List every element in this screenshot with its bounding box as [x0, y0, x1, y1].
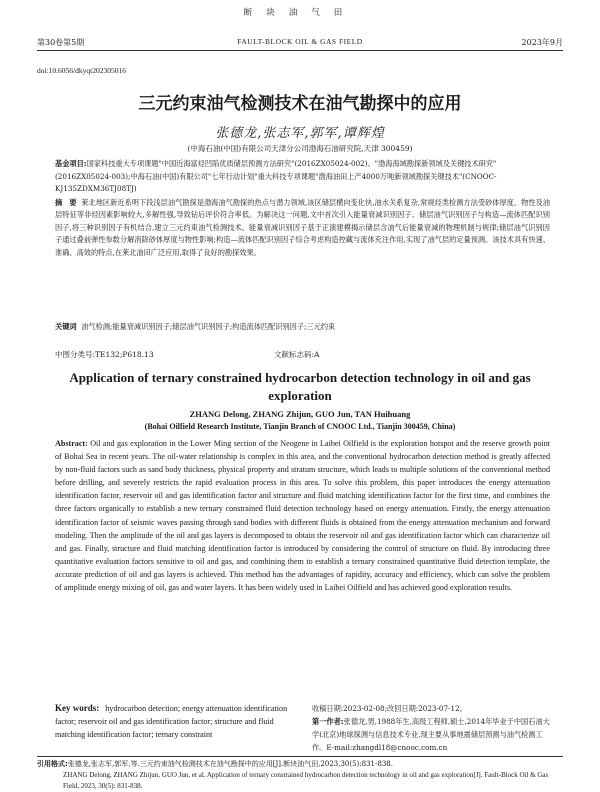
citation-label: 引用格式:	[37, 760, 68, 768]
journal-name-en: FAULT-BLOCK OIL & GAS FIELD	[237, 37, 363, 46]
affiliation-cn: (中海石油(中国)有限公司天津分公司渤海石油研究院,天津 300459)	[187, 144, 413, 153]
keywords-en-text: hydrocarbon detection; energy attenuation identification factor; reservoir oil and gas identification factor; structure and fluid matching identification factor; ternary constraint	[55, 704, 288, 740]
author-bio-label: 第一作者:	[312, 717, 344, 726]
funding-label: 基金项目:	[55, 159, 87, 168]
received-dates: 收稿日期:2023-02-08;改回日期:2023-07-12。	[312, 704, 467, 713]
header-divider	[37, 50, 563, 51]
abstract-cn	[55, 197, 550, 259]
footer-divider	[37, 756, 563, 757]
keywords-cn-text: 油气检测;能量衰减识别因子;储层油气识别因子;构造流体匹配识别因子;三元约束	[81, 322, 336, 331]
classification-code: 中图分类号:TE132;P618.13	[55, 350, 154, 359]
author-bio	[312, 715, 555, 754]
abstract-en-text: Oil and gas exploration in the Lower Ming section of the Neogene in Laibei Oilfield is the exploration hotspot and the reserve growth point of Bohai Sea in recent years. The oil-water relationship is complex in this area, and the conventional hydrocarbon detection method is greatly affected by non-fluid factors such as sand body thickness, physical property and stratum structure, which leads to multiple solutions of the conventional method before drilling, and severely restricts the rapid evaluation process in this area. To solve this problem, this paper introduces the energy attenuation identification factor, reservoir oil and gas identification factor and structure and fluid matching identification factor for the first time, and combines the three factors organically to establish a new ternary constrained fluid detection technology based on energy attenuation. Firstly, the energy attenuation identification factor of seismic waves passing through sand bodies with different fluids is obtained from the energy attenuation mechanism and forward modeling. Then the amplitude of the oil and gas layers is decomposed to obtain the reservoir oil and gas identification factor which can characterize oil and gas. Finally, structure and fluid matching identification factor is introduced by considering the control of structure on fluid. By introducing three quantitative evaluation factors sensitive to oil and gas, and combining them to establish a ternary constrained quantitative fluid detection template, the accurate prediction of oil and gas layers is achieved. This method has the advantages of rapidity, accuracy and efficiency, which can solve the problem of amplitude energy mixing of oil, gas and water layers. It has been widely used in Laibei Oilfield and has achieved good exploration results.	[55, 439, 551, 593]
funding-text: 国家科技重大专项课题"中国近海富烃凹陷优质储层预测方法研究"(2016ZX05024-002)、"渤海海域勘探新领域及关键技术研究"(2016ZX05024-003);中海石油(中国)有限公司"七年行动计划"重大科技专项课题"渤海油田上产4000万吨新领域勘探关键技术"(CNOOC-KJ135ZDXM36TJ08TJ)	[55, 159, 497, 193]
received-info	[312, 702, 555, 754]
keywords-en	[55, 702, 290, 741]
title-en: Application of ternary constrained hydrocarbon detection technology in oil and gas exploration	[69, 370, 531, 403]
abstract-en	[55, 437, 550, 594]
citation-en: ZHANG Delong, ZHANG Zhijun, GUO Jun, et al. Application of ternary constrained hydrocarbon detection technology in oil and gas exploration[J]. Fault-Block Oil & Gas Field, 2023, 30(5): 831-838.	[63, 771, 549, 790]
citation	[37, 759, 563, 792]
title-cn: 三元约束油气检测技术在油气勘探中的应用	[138, 94, 462, 114]
keywords-cn	[55, 322, 550, 332]
keywords-cn-label: 关键词	[55, 322, 77, 331]
citation-cn: 张德龙,张志军,郭军,等.三元约束油气检测技术在油气勘探中的应用[J].断块油气田,2023,30(5):831-838.	[67, 760, 393, 768]
journal-name-cn: 断块油气田	[243, 8, 357, 18]
document-code: 文献标志码:A	[274, 350, 320, 359]
funding	[55, 158, 550, 196]
affiliation-en: (Bohai Oilfield Research Institute, Tianjin Branch of CNOOC Ltd., Tianjin 300459, China)	[144, 422, 456, 431]
authors-cn: 张德龙,张志军,郭军,谭辉煌	[215, 126, 385, 141]
issue-date: 2023年9月	[521, 38, 563, 47]
keywords-en-label: Key words:	[55, 703, 100, 713]
doi[interactable]: doi:10.6056/dkyqt202305016	[37, 66, 126, 75]
abstract-cn-text: 莱北地区新近系明下段浅层油气勘探是渤海油气勘探的热点与潜力领域,该区储层横向变化快,油水关系复杂,常规烃类检测方法受砂体厚度、物性及油层特征等非烃因素影响较大,多解性强,导致钻后评价符合率低。为解决这一问题,文中首次引入能量衰减识别因子、储层油气识别因子与构造—流体匹配识别因子,将三种识别因子有机结合,建立三元约束油气检测技术。能量衰减识别因子基于正演建模揭示储层含油气后能量衰减的物理机制与规律;储层油气识别因子通过叠前弹性参数分解消除砂体厚度与物性影响;构造—流体匹配识别因子综合考虑构造控藏与流体充注作用,实现了油气层的定量预测。该技术具有快速、准确、高效的特点,在莱北油田广泛应用,取得了良好的勘探效果。	[55, 198, 550, 257]
author-bio-text: 张德龙,男,1988年生,高级工程师,硕士,2014年毕业于中国石油大学(北京)地球探测与信息技术专业,现主要从事地震储层预测与油气检测工作。E-mail:zhangdl18@cnooc.com.cn	[312, 717, 550, 752]
abstract-cn-label: 摘 要	[55, 198, 77, 207]
authors-en: ZHANG Delong, ZHANG Zhijun, GUO Jun, TAN Huihuang	[189, 409, 411, 419]
issue-number: 第30卷第5期	[37, 38, 85, 47]
abstract-en-label: Abstract:	[55, 439, 88, 448]
